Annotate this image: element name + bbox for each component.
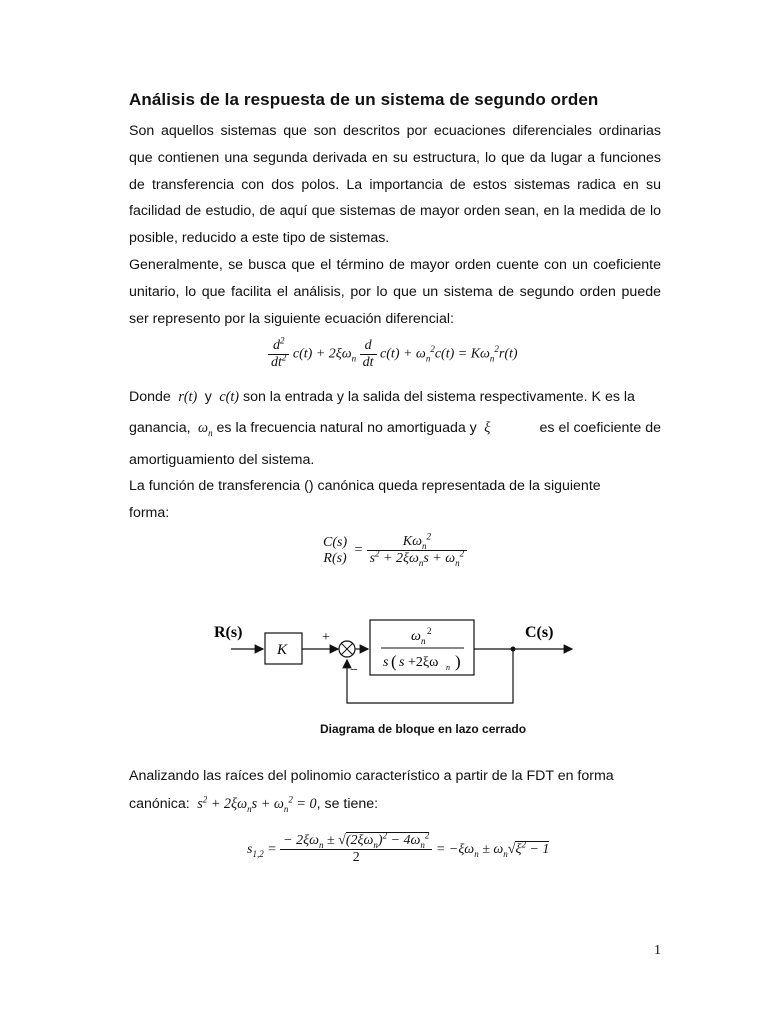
output-label: C(s) xyxy=(525,624,554,641)
plus-sign: + xyxy=(322,630,330,645)
svg-text:n: n xyxy=(421,636,426,646)
svg-text:(: ( xyxy=(391,652,397,671)
diagram-caption: Diagrama de bloque en lazo cerrado xyxy=(320,722,527,736)
gain-label: K xyxy=(277,642,288,658)
funcion-line-1: La función de transferencia () canónica queda representada de la siguiente xyxy=(129,478,601,494)
svg-text:+2ξω: +2ξω xyxy=(408,655,439,670)
svg-text:n: n xyxy=(446,663,450,672)
svg-text:s: s xyxy=(383,655,389,670)
funcion-line-2: forma: xyxy=(129,505,170,521)
omega-n-symbol: $\omega_n$ xyxy=(194,420,213,438)
ganancia-mid: es la frecuencia natural no amortiguada y xyxy=(216,420,477,436)
roots-equation: $s_{1,2}$ = $\frac{- 2\xi\omega_n \pm √(2\xi\omega_n)^2 - 4\omega_n^2}{2}$ = $-\xi\omega_n \pm \omega_n√\xi^2 - 1$ xyxy=(247,830,550,865)
svg-text:): ) xyxy=(455,652,461,671)
paragraph-general: Generalmente, se busca que el término de mayor orden cuente con un coeficiente unitario, lo que facilita el análisis, por lo que un sistema de segundo orden puede ser represento por la siguiente ecuación diferencial: xyxy=(129,257,661,327)
donde-rest: son la entrada y la salida del sistema respectivamente. K es la xyxy=(242,389,635,405)
xi-symbol: ξ xyxy=(480,420,494,436)
transfer-function: C(s) R(s) = $\frac{K\omega_n^2}{s^2 + 2\xi\omega_ns + \omega_n^2}$ xyxy=(320,534,467,567)
svg-text:2: 2 xyxy=(427,626,432,636)
paragraph-intro: Son aquellos sistemas que son descritos por ecuaciones diferenciales ordinarias que contienen una segunda derivada en su estructura, lo que da lugar a funciones de transferencia con dos polos. La importancia de estos sistemas radica en su facilidad de estudio, de aquí que sistemas de mayor orden sean, en la medida de lo posible, reducido a este tipo de sistemas. xyxy=(129,123,661,247)
amortiguamiento-line: amortiguamiento del sistema. xyxy=(129,452,315,468)
donde-word: Donde xyxy=(129,389,171,405)
analizando-line-1: Analizando las raíces del polinomio característico a partir de la FDT en forma xyxy=(129,768,614,784)
r-of-t: r(t) xyxy=(174,389,201,405)
c-of-t: c(t) xyxy=(215,389,240,405)
ganancia-word: ganancia, xyxy=(129,420,191,436)
characteristic-polynomial: $s^2 + 2\xi\omega_ns + \omega_n^2 = 0$ xyxy=(193,794,317,814)
summing-junction xyxy=(339,641,355,657)
differential-equation: $\frac{d^2}{dt^2}$ $c(t) + 2\xi\omega_n$ $\frac{d}{dt}$ $c(t) + \omega_n^2c(t) = K\omega_n^2r(t)$ xyxy=(268,338,518,371)
svg-text:ω: ω xyxy=(411,629,421,644)
page-title: Análisis de la respuesta de un sistema de segundo orden xyxy=(129,90,599,109)
canonica-word: canónica: xyxy=(129,796,190,812)
y-word: y xyxy=(204,389,212,405)
svg-text:s: s xyxy=(399,655,405,670)
input-label: R(s) xyxy=(214,624,243,641)
se-tiene: , se tiene: xyxy=(316,796,379,812)
canonica-line xyxy=(129,794,661,814)
page-number: 1 xyxy=(654,943,661,958)
ganancia-end: es el coeficiente de xyxy=(539,420,661,436)
minus-sign: − xyxy=(350,663,358,678)
